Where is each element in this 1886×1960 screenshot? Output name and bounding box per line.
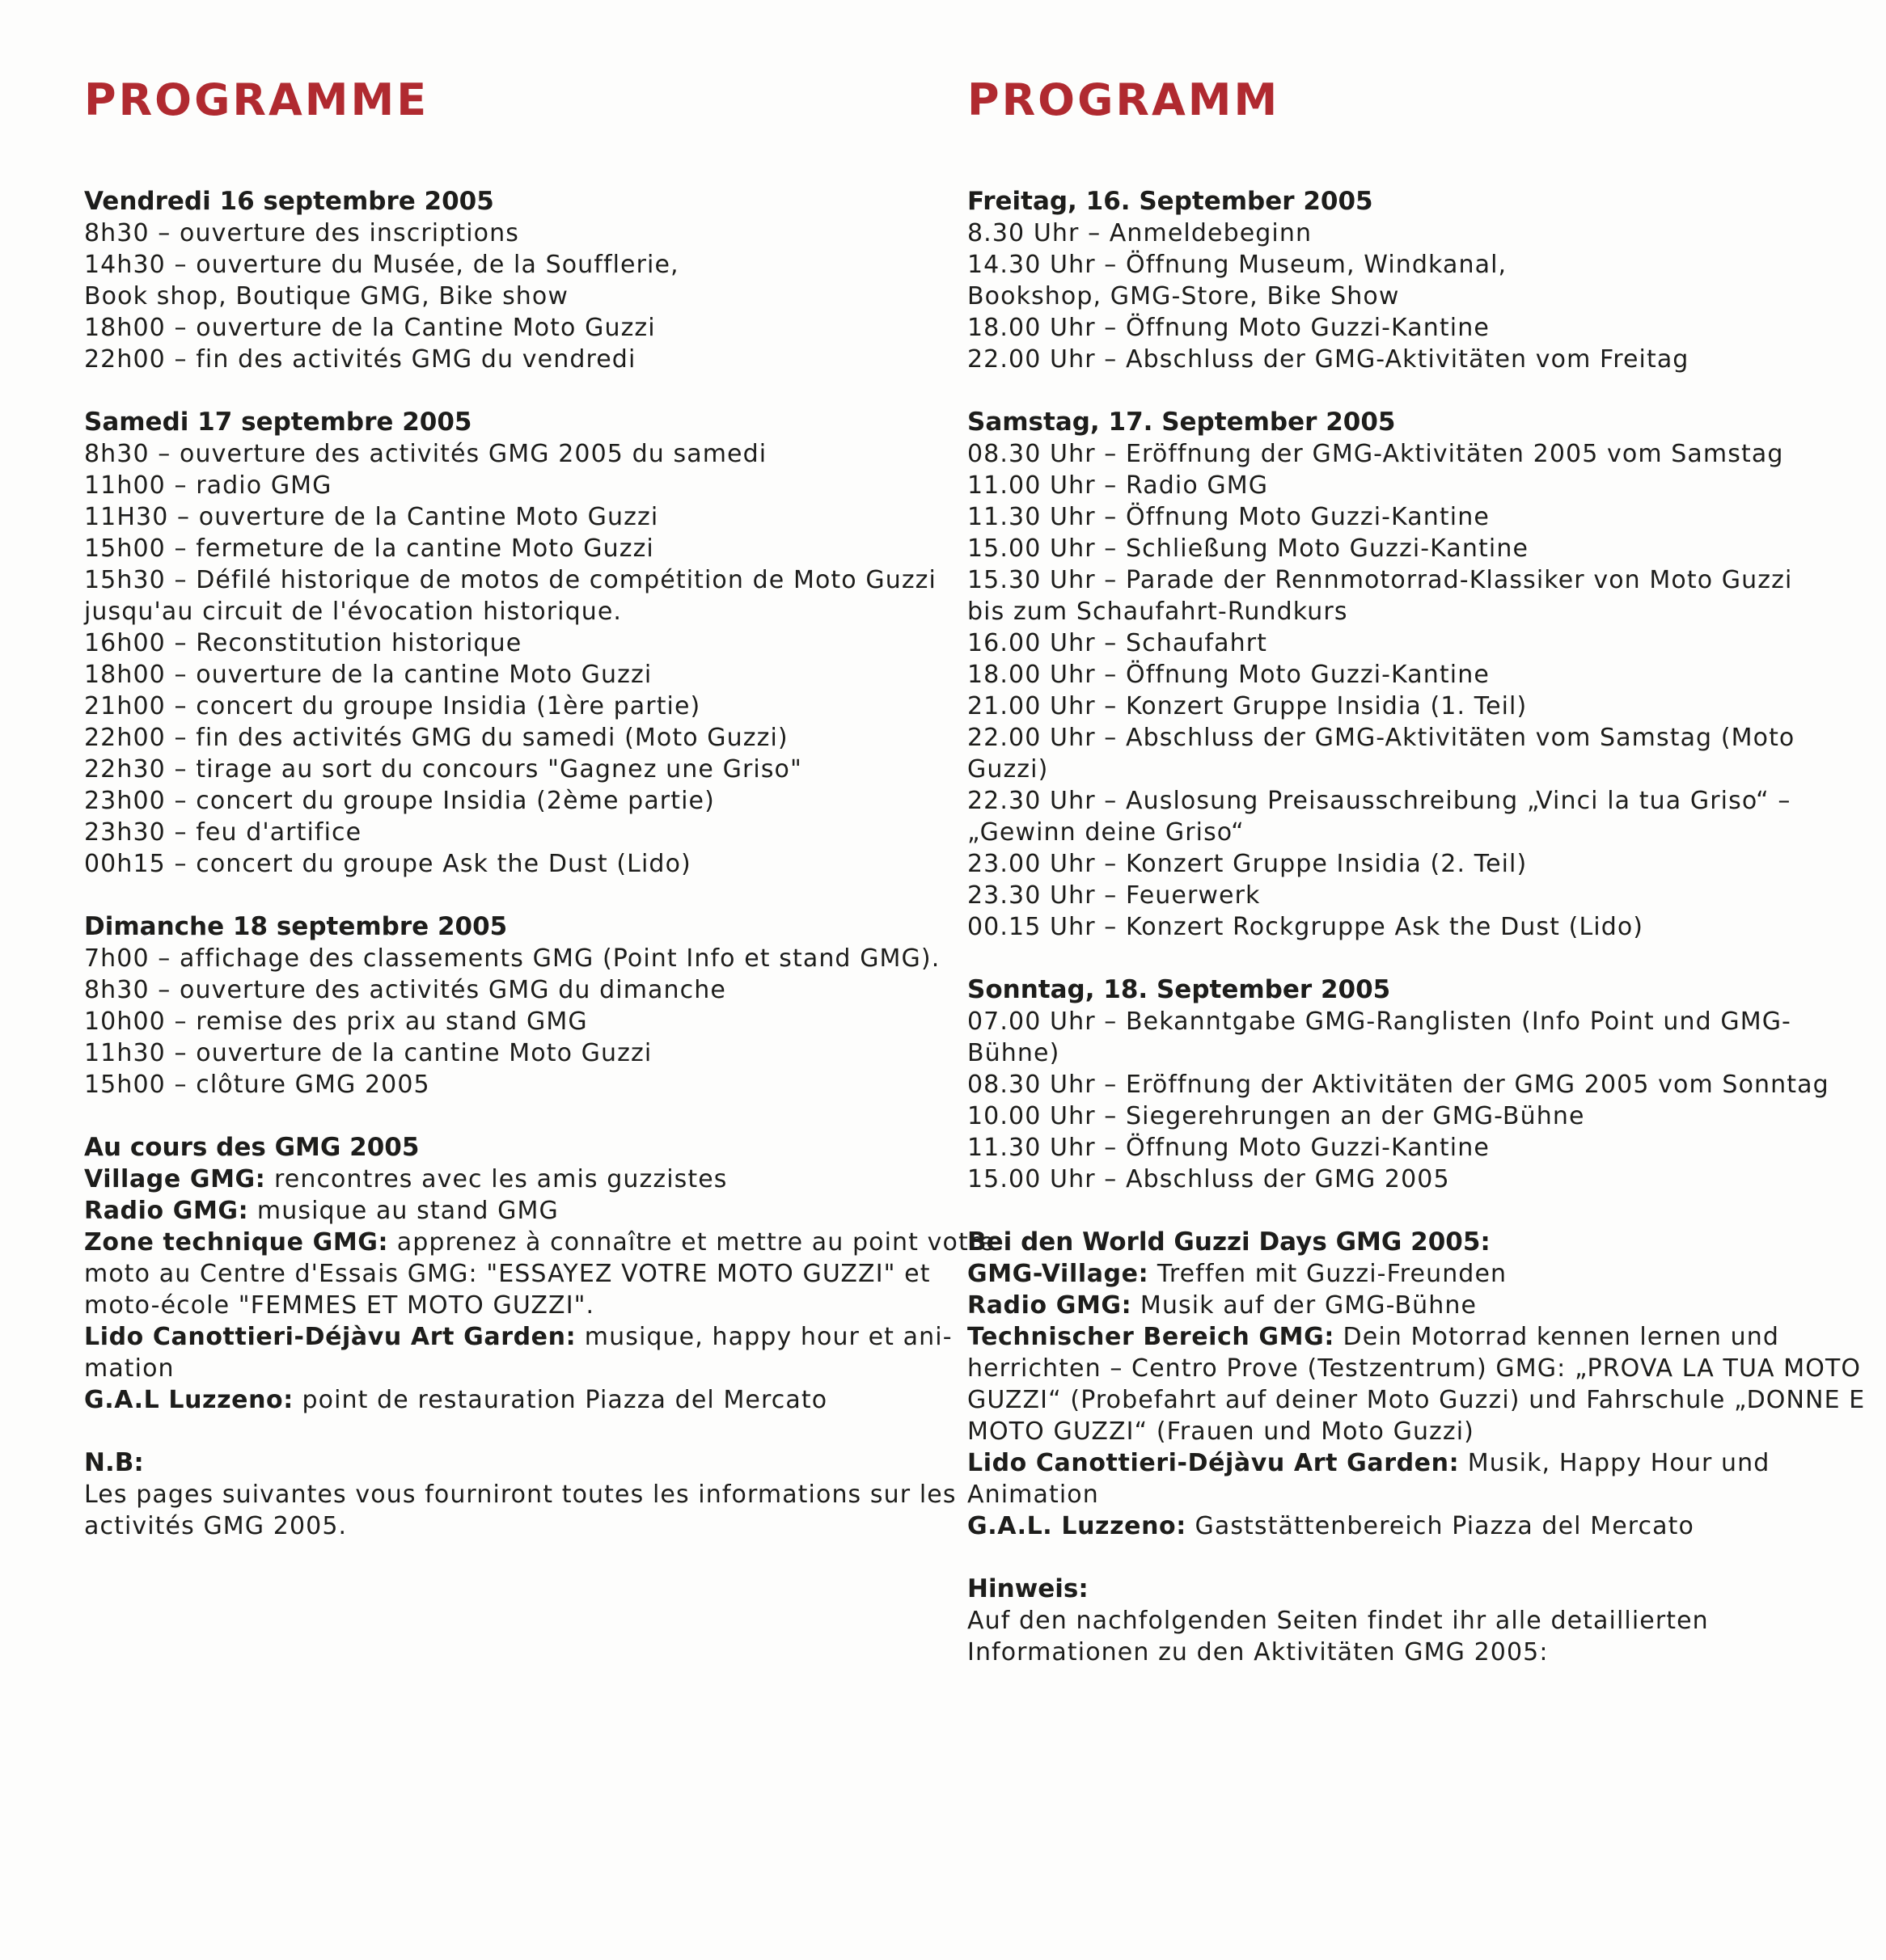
schedule-line: 22.30 Uhr – Auslosung Preisausschreibung „Vinci la tua Griso“ – — [967, 787, 1791, 815]
schedule-line: 8h30 – ouverture des activités GMG du dimanche — [84, 976, 726, 1004]
schedule-line: 11.30 Uhr – Öffnung Moto Guzzi-Kantine — [967, 503, 1490, 531]
info-item — [967, 1290, 1881, 1321]
schedule-line: 15.30 Uhr – Parade der Rennmotorrad-Klassiker von Moto Guzzi — [967, 566, 1793, 594]
info-item — [967, 1447, 1881, 1510]
schedule-line: 15h00 – fermeture de la cantine Moto Guzzi — [84, 534, 654, 563]
during-heading-fr: Au cours des GMG 2005 — [84, 1133, 420, 1162]
info-text: Musik auf der GMG-Bühne — [1131, 1291, 1478, 1320]
info-item — [84, 1164, 1006, 1195]
info-text: Gaststättenbereich Piazza del Mercato — [1186, 1512, 1694, 1540]
during-heading-de: Bei den World Guzzi Days GMG 2005: — [967, 1227, 1491, 1257]
info-label: G.A.L. Luzzeno: — [967, 1512, 1186, 1540]
schedule-line: 23.30 Uhr – Feuerwerk — [967, 881, 1261, 910]
saturday-block-fr — [84, 407, 1006, 880]
info-item — [967, 1321, 1881, 1447]
schedule-line: Guzzi) — [967, 755, 1049, 784]
column-german — [967, 76, 1881, 1700]
info-label: Village GMG: — [84, 1165, 266, 1193]
schedule-line: 10h00 – remise des prix au stand GMG — [84, 1007, 588, 1036]
schedule-line: 8h30 – ouverture des activités GMG 2005 du samedi — [84, 440, 768, 468]
schedule-line: 8.30 Uhr – Anmeldebeginn — [967, 219, 1313, 247]
schedule-line: 16.00 Uhr – Schaufahrt — [967, 629, 1268, 657]
info-label: Radio GMG: — [967, 1291, 1132, 1320]
schedule-line: 07.00 Uhr – Bekanntgabe GMG-Ranglisten (Info Point und GMG- — [967, 1007, 1791, 1036]
friday-block-de — [967, 186, 1881, 375]
nb-text-de: Auf den nachfolgenden Seiten findet ihr alle detaillierten Informationen zu den Aktivitäten GMG 2005: — [967, 1607, 1709, 1666]
schedule-line: 18.00 Uhr – Öffnung Moto Guzzi-Kantine — [967, 661, 1490, 689]
nb-block-de — [967, 1573, 1881, 1668]
nb-text-fr: Les pages suivantes vous fourniront toutes les informations sur les activités GMG 2005. — [84, 1481, 957, 1540]
page-title-de: PROGRAMM — [967, 74, 1280, 125]
column-french — [84, 76, 1006, 1573]
schedule-line: 23h30 – feu d'artifice — [84, 818, 362, 847]
schedule-line: 21.00 Uhr – Konzert Gruppe Insidia (1. Teil) — [967, 692, 1528, 720]
schedule-line: 11.30 Uhr – Öffnung Moto Guzzi-Kantine — [967, 1134, 1490, 1162]
info-text: musique, happy hour et ani-mation — [84, 1323, 953, 1383]
schedule-line: 22h00 – fin des activités GMG du samedi (Moto Guzzi) — [84, 724, 789, 752]
during-block-de — [967, 1227, 1881, 1542]
schedule-line: 22h00 – fin des activités GMG du vendredi — [84, 345, 636, 374]
info-label: Zone technique GMG: — [84, 1228, 389, 1257]
info-text: apprenez à connaître et mettre au point votre moto au Centre d'Essais GMG: "ESSAYEZ VOTRE MOTO GUZZI" et moto-école "FEMMES ET MOTO GUZZI". — [84, 1228, 996, 1320]
schedule-line: 08.30 Uhr – Eröffnung der Aktivitäten der GMG 2005 vom Sonntag — [967, 1071, 1829, 1099]
info-item — [967, 1510, 1881, 1542]
saturday-block-de — [967, 407, 1881, 943]
saturday-heading-fr: Samedi 17 septembre 2005 — [84, 408, 472, 437]
info-item — [84, 1321, 1006, 1384]
sunday-heading-de: Sonntag, 18. September 2005 — [967, 975, 1391, 1004]
schedule-line: 08.30 Uhr – Eröffnung der GMG-Aktivitäten 2005 vom Samstag — [967, 440, 1784, 468]
info-text: Musik, Happy Hour und Animation — [967, 1449, 1770, 1509]
page-title-fr: PROGRAMME — [84, 74, 429, 125]
sunday-block-de — [967, 974, 1881, 1195]
saturday-heading-de: Samstag, 17. September 2005 — [967, 408, 1396, 437]
schedule-line: 11h30 – ouverture de la cantine Moto Guzzi — [84, 1039, 653, 1067]
info-label: GMG-Village: — [967, 1260, 1149, 1288]
schedule-line: 00.15 Uhr – Konzert Rockgruppe Ask the Dust (Lido) — [967, 913, 1644, 941]
schedule-line: 14h30 – ouverture du Musée, de la Soufflerie, — [84, 251, 679, 279]
schedule-line: 15.00 Uhr – Schließung Moto Guzzi-Kantine — [967, 534, 1529, 563]
nb-heading-de: Hinweis: — [967, 1574, 1089, 1603]
schedule-line: 15.00 Uhr – Abschluss der GMG 2005 — [967, 1165, 1450, 1193]
schedule-line: 11.00 Uhr – Radio GMG — [967, 471, 1269, 500]
schedule-line: 00h15 – concert du groupe Ask the Dust (Lido) — [84, 850, 691, 878]
schedule-line: „Gewinn deine Griso“ — [967, 818, 1245, 847]
info-text: rencontres avec les amis guzzistes — [265, 1165, 728, 1193]
schedule-line: 15h00 – clôture GMG 2005 — [84, 1071, 430, 1099]
sunday-block-fr — [84, 911, 1006, 1100]
nb-heading-fr: N.B: — [84, 1448, 144, 1477]
schedule-line: 22.00 Uhr – Abschluss der GMG-Aktivitäten vom Samstag (Moto — [967, 724, 1795, 752]
schedule-line: 14.30 Uhr – Öffnung Museum, Windkanal, — [967, 251, 1508, 279]
schedule-line: 10.00 Uhr – Siegerehrungen an der GMG-Bühne — [967, 1102, 1585, 1130]
info-item — [967, 1258, 1881, 1290]
schedule-line: 23h00 – concert du groupe Insidia (2ème partie) — [84, 787, 715, 815]
schedule-line: 18h00 – ouverture de la Cantine Moto Guzzi — [84, 314, 656, 342]
schedule-line: 15h30 – Défilé historique de motos de compétition de Moto Guzzi — [84, 566, 937, 594]
during-block-fr — [84, 1132, 1006, 1416]
schedule-line: 21h00 – concert du groupe Insidia (1ère partie) — [84, 692, 701, 720]
schedule-line: 11H30 – ouverture de la Cantine Moto Guzzi — [84, 503, 659, 531]
friday-heading-de: Freitag, 16. September 2005 — [967, 187, 1373, 216]
info-text: point de restauration Piazza del Mercato — [293, 1386, 828, 1414]
schedule-line: 22.00 Uhr – Abschluss der GMG-Aktivitäten vom Freitag — [967, 345, 1689, 374]
schedule-line: Bühne) — [967, 1039, 1060, 1067]
info-item — [84, 1195, 1006, 1227]
info-text: Dein Motorrad kennen lernen und herrichten – Centro Prove (Testzentrum) GMG: „PROVA LA TUA MOTO GUZZI“ (Probefahrt auf deiner Moto Guzzi) und Fahrschule „DONNE E MOTO GUZZI“ (Frauen und Moto Guzzi) — [967, 1323, 1866, 1446]
info-label: G.A.L Luzzeno: — [84, 1386, 294, 1414]
schedule-line: 18.00 Uhr – Öffnung Moto Guzzi-Kantine — [967, 314, 1490, 342]
schedule-line: 11h00 – radio GMG — [84, 471, 332, 500]
schedule-line: jusqu'au circuit de l'évocation historique. — [84, 598, 623, 626]
sunday-heading-fr: Dimanche 18 septembre 2005 — [84, 912, 508, 941]
info-label: Lido Canottieri-Déjàvu Art Garden: — [967, 1449, 1460, 1477]
schedule-line: Bookshop, GMG-Store, Bike Show — [967, 282, 1400, 310]
schedule-line: 22h30 – tirage au sort du concours "Gagnez une Griso" — [84, 755, 802, 784]
schedule-line: bis zum Schaufahrt-Rundkurs — [967, 598, 1348, 626]
info-label: Technischer Bereich GMG: — [967, 1323, 1334, 1351]
schedule-line: 8h30 – ouverture des inscriptions — [84, 219, 519, 247]
info-label: Radio GMG: — [84, 1197, 249, 1225]
schedule-line: 7h00 – affichage des classements GMG (Point Info et stand GMG). — [84, 944, 941, 973]
info-text: musique au stand GMG — [248, 1197, 559, 1225]
friday-block-fr — [84, 186, 1006, 375]
nb-block-fr — [84, 1447, 1006, 1542]
schedule-line: 23.00 Uhr – Konzert Gruppe Insidia (2. Teil) — [967, 850, 1528, 878]
info-item — [84, 1384, 1006, 1416]
schedule-line: 18h00 – ouverture de la cantine Moto Guzzi — [84, 661, 653, 689]
schedule-line: Book shop, Boutique GMG, Bike show — [84, 282, 569, 310]
schedule-line: 16h00 – Reconstitution historique — [84, 629, 522, 657]
info-label: Lido Canottieri-Déjàvu Art Garden: — [84, 1323, 577, 1351]
info-item — [84, 1227, 1006, 1321]
info-text: Treffen mit Guzzi-Freunden — [1148, 1260, 1508, 1288]
friday-heading-fr: Vendredi 16 septembre 2005 — [84, 187, 494, 216]
